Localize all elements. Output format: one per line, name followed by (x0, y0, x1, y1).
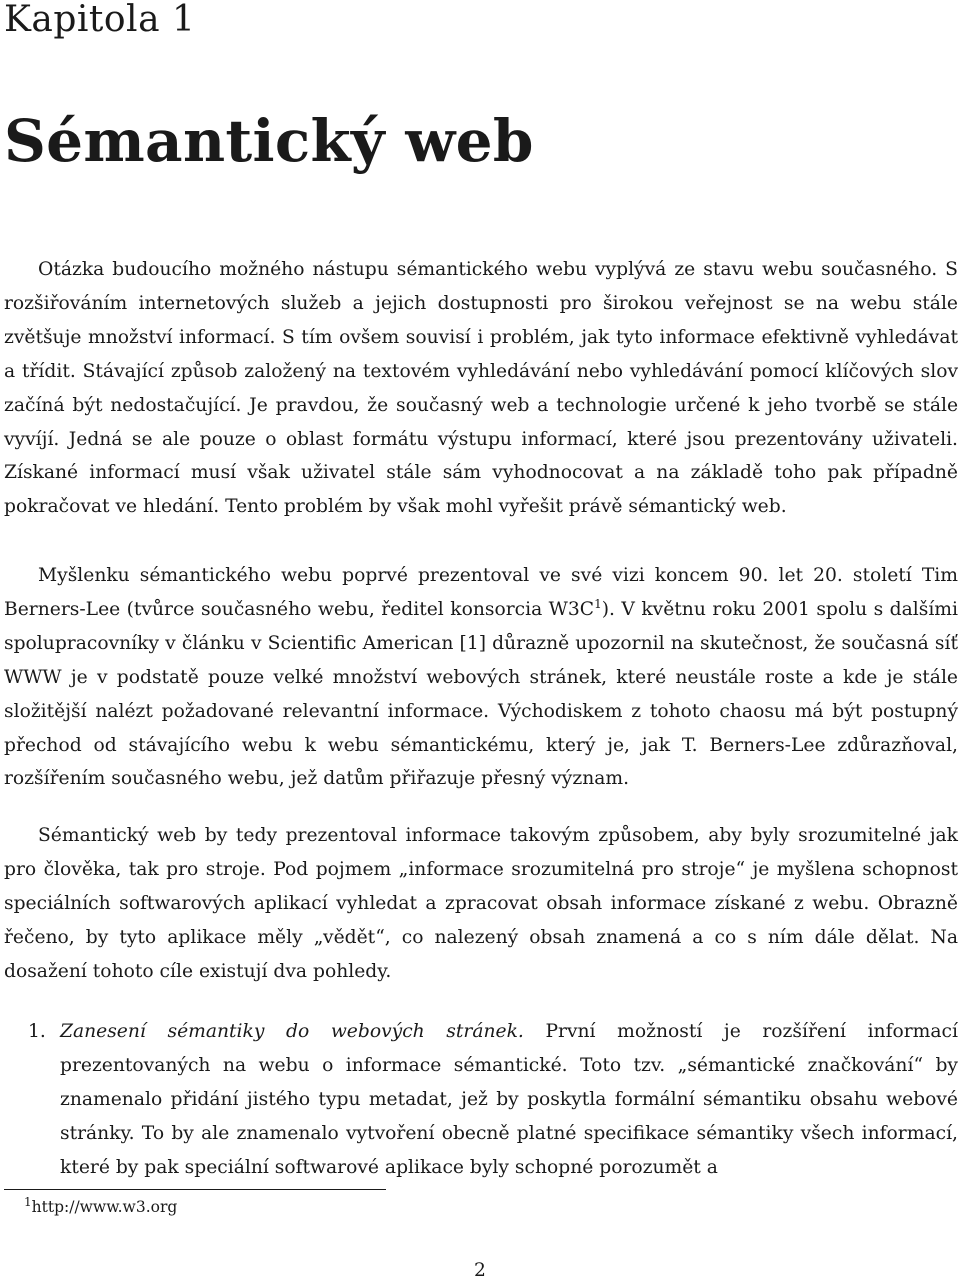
paragraph-history (4, 559, 958, 796)
list-item-number: 1. (28, 1021, 46, 1042)
approaches-list (4, 1015, 958, 1185)
chapter-label: Kapitola 1 (4, 0, 196, 40)
paragraph-intro: Otázka budoucího možného nástupu sémantického webu vyplývá ze stavu webu současného. S rozšiřováním internetových služeb a jejich dostupnosti pro širokou veřejnost se na webu stále zvětšuje množství informací. S tím ovšem souvisí i problém, jak tyto informace efektivně vyhledávat a třídit. Stávající způsob založený na textovém vyhledávání nebo vyhledávání pomocí klíčových slov začíná být nedostačující. Je pravdou, že současný web a technologie určené k jeho tvorbě se stále vyvíjí. Jedná se ale pouze o oblast formátu výstupu informací, které jsou prezentovány uživateli. Získané informací musí však uživatel stále sám vyhodnocovat a na základě toho pak případně pokračovat ve hledání. Tento problém by však mohl vyřešit právě sémantický web. (4, 259, 958, 518)
page-number: 2 (474, 1260, 486, 1281)
footnote-reference: 1 (594, 596, 602, 611)
footnote-divider (4, 1189, 386, 1190)
paragraph-history-text-b: ). V květnu roku 2001 spolu s dalšími spolupracovníky v článku v Scientific American [1] důrazně upozornil na skutečnost, že současná síť WWW je v podstatě pouze velké množství webových stránek, které neustále roste a kde je stále složitější nalézt požadované relevantní informace. Východiskem z tohoto chaosu má být postupný přechod od stávajícího webu k webu sémantickému, který je, jak T. Berners-Lee zdůrazňoval, rozšířením současného webu, jež datům přiřazuje přesný význam. (4, 598, 958, 790)
chapter-title: Sémantický web (4, 107, 534, 175)
list-item-text: První možností je rozšíření informací prezentovaných na webu o informace sémantické. Toto tzv. „sémantické značkování“ by znamenalo přidání jistého typu metadat, jež by poskytla formální sémantiku obsahu webové stránky. To by ale znamenalo vytvoření obecně platné specifikace sémantiky všech informací, které by pak speciální softwarové aplikace byly schopné porozumět a (60, 1021, 958, 1178)
paragraph-definition: Sémantický web by tedy prezentoval informace takovým způsobem, aby byly srozumitelné jak pro člověka, tak pro stroje. Pod pojmem „informace srozumitelná pro stroje“ je myšlena schopnost speciálních softwarových aplikací vyhledat a zpracovat obsah informace získané z webu. Obrazně řečeno, by tyto aplikace měly „vědět“, co nalezený obsah znamená a co s ním dále dělat. Na dosažení tohoto cíle existují dva pohledy. (4, 825, 958, 982)
footnote-mark: 1 (24, 1194, 32, 1209)
list-item (4, 1015, 958, 1185)
footnote-text: http://www.w3.org (31, 1198, 178, 1216)
list-item-title: Zanesení sémantiky do webových stránek. (60, 1021, 524, 1042)
footnote (24, 1196, 177, 1218)
paragraph-history-text-a: Myšlenku sémantického webu poprvé prezentoval ve své vizi koncem 90. let 20. století Tim Berners-Lee (tvůrce současného webu, ředitel konsorcia W3C (4, 565, 958, 620)
